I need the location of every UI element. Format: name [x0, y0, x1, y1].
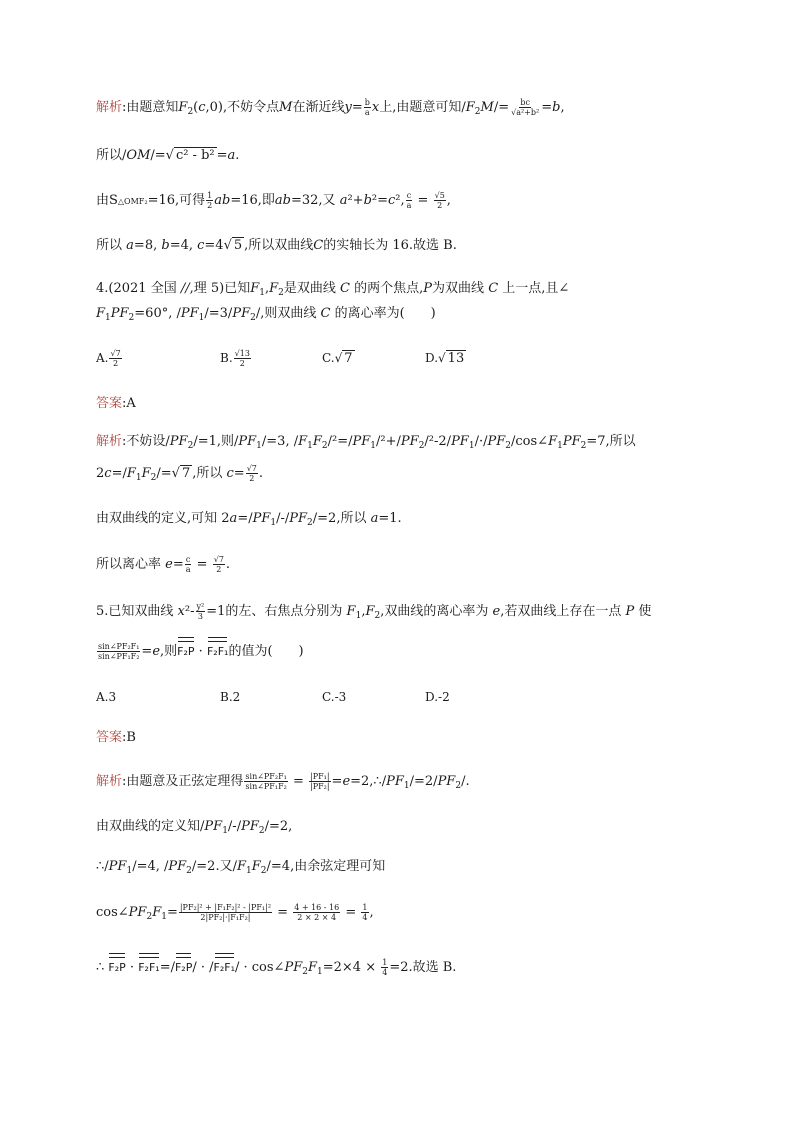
- q4-option-c[interactable]: C.√ 7: [322, 351, 353, 366]
- solution-line-4: 所以 a=8, b=4, c=4√ 5 ,所以双曲线C的实轴长为 16.故选 B.: [96, 238, 457, 253]
- q4-solution-line-3: 由双曲线的定义,可知 $2a=/PF_1/-/PF_2/=2$,所以 a=1.: [96, 511, 402, 528]
- q5-option-d[interactable]: D.-2: [425, 690, 450, 704]
- q5-solution-line-2: 由双曲线的定义知$/PF_1/-/PF_2/=2$,: [96, 819, 293, 836]
- q5-option-a[interactable]: A.3: [96, 690, 117, 704]
- solution-label: 解析: [96, 434, 123, 449]
- q4-option-b[interactable]: B. $\frac{√13}{2}$: [220, 349, 250, 368]
- q5-stem-line-2: $\frac{\text{sin∠PF₂F₁}}{\text{sin∠PF₁F₂}}$ =e,则F₂P · F₂F₁的值为( ): [98, 642, 304, 661]
- q4-option-d[interactable]: D.√ 13: [425, 351, 465, 366]
- q5-option-c[interactable]: C.-3: [322, 690, 347, 704]
- q4-solution-line-4: 所以离心率 e= $\frac{c}{a}$ = $\frac{√7}{2}$ .: [96, 555, 231, 574]
- q4-solution-line-2: $2c=/F_1F_2/=√$ 7 ,所以 c= $\frac{√7}{2}$ .: [96, 464, 264, 483]
- solution-line-3: 由S△OMF₂=16,可得 $\frac{1}{2}$ ab=16,即ab=32,又 a²+b²=c², $\frac{c}{a}$ = $\frac{√5}{2}$ ,: [96, 191, 451, 210]
- q5-stem-line-1: 5.已知双曲线 x²- $\frac{\text{y²}}{3}$ =1的左、右焦点分别为 $F_1,F_2$,双曲线的离心率为 e,若双曲线上存在一点 P 使: [96, 602, 652, 621]
- solution-label: 解析: [96, 100, 123, 115]
- q5-solution-line-4: $\cos\angle PF_2F_1=$ $\frac{\text{|PF₂|² + |F₁F₂|² - |PF₁|²}}{\text{2|PF₂|·|F₁F₂|}}$ = $\frac{4 + 16 - 16}{2 \times 2 \times 4}$ = $\frac{1}{4}$ ,: [96, 903, 374, 922]
- solution-line-1: 解析:由题意知$F_2(c,0)$,不妨令点M在渐近线y= $\frac{b}{a}$ x上,由题意可知$/F_2M/=$ $\frac{bc}{\text{√a²+b²}}$ =b,: [96, 98, 565, 117]
- answer-label: 答案: [96, 730, 123, 745]
- q5-option-b[interactable]: B.2: [220, 690, 241, 704]
- q4-option-a[interactable]: A. $\frac{√7}{2}$: [96, 349, 121, 368]
- q5-answer: 答案:B: [96, 730, 136, 745]
- q5-solution-line-1: 解析:由题意及正弦定理得 $\frac{\text{sin∠PF₂F₁}}{\text{sin∠PF₁F₂}}$ = $\frac{\text{|PF₁|}}{\text{|PF₂|}}$ $=e=2,\therefore/PF_1/=2/PF_2/$.: [96, 772, 470, 791]
- q5-solution-line-3: $\therefore/PF_1/=4$, $/PF_2/=2$.又$/F_1F_2/=4$,由余弦定理可知: [96, 859, 386, 876]
- solution-line-2: 所以/OM/=√ c² - b² =a.: [96, 148, 240, 163]
- q4-solution-line-1: 解析:不妨设$/PF_2/=1$,则$/PF_1/=3$, $/F_1F_2/^2=/PF_1/^2+/PF_2/^2-2/PF_1/\cdot/PF_2/\cos\angle F_1PF_2=7$,所以: [96, 434, 636, 451]
- q4-stem-line-1: 4.(2021 全国 //,理 5)已知$F_1,F_2$是双曲线 C 的两个焦点,P为双曲线 C 上一点,且∠: [96, 281, 570, 298]
- q4-stem-line-2: $F_1PF_2=60^\circ$, $/PF_1/=3/PF_2/$,则双曲线 C 的离心率为( ): [96, 306, 436, 323]
- q4-answer: 答案:A: [96, 396, 136, 411]
- solution-label: 解析: [96, 774, 123, 789]
- answer-label: 答案: [96, 396, 123, 411]
- q5-solution-line-5: ∴ $F_2P \cdot F_2F_1=/F_2P/ \cdot /F_2F_1/ \cdot \cos\angle PF_2F_1=2\times 4$ × $\frac{1}{4}$ =2.故选 B.: [96, 958, 457, 977]
